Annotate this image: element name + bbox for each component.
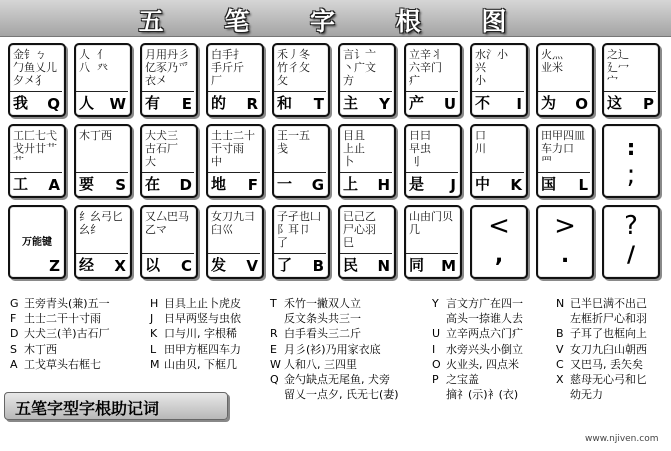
- mnemonic-column-2: [150, 296, 241, 372]
- key-radicals: 月用丹彡 亿豕乃爫 衣㐅: [145, 48, 189, 87]
- mnemonic-verses: [0, 288, 671, 451]
- key-e[interactable]: [140, 43, 198, 117]
- mnemonic-line: K 口与川, 字根稀: [150, 327, 237, 341]
- key-l[interactable]: [536, 124, 594, 198]
- key-radicals: 工匚七弋 戈廾廿艹 艹: [13, 129, 57, 168]
- key-letter: O: [575, 95, 588, 113]
- key-o[interactable]: [536, 43, 594, 117]
- key-radicals: 土士二十 干寸雨 中: [211, 129, 255, 168]
- site-watermark: www.njiven.com: [585, 434, 659, 444]
- key-radicals: 立辛丬 六辛门 疒: [409, 48, 442, 87]
- key-slash[interactable]: [602, 205, 660, 279]
- key-code: [472, 91, 524, 114]
- mnemonic-line: M 山由贝, 下框几: [150, 357, 237, 371]
- key-radicals: 口 川: [475, 129, 486, 155]
- key-radicals: 禾丿冬 竹彳攵 攵: [277, 48, 310, 87]
- key-char: 经: [79, 256, 95, 274]
- key-p[interactable]: [602, 43, 660, 117]
- chart-title: 五 笔 字 根 图: [138, 7, 533, 36]
- mnemonic-line: V 女刀九臼山朝西: [556, 342, 647, 356]
- key-radicals: 王一五 戋: [277, 129, 310, 155]
- key-code: [340, 253, 392, 276]
- key-char: 和: [277, 94, 293, 112]
- key-letter: N: [377, 257, 390, 275]
- key-code: [406, 172, 458, 195]
- key-code: [274, 91, 326, 114]
- key-z[interactable]: [8, 205, 66, 279]
- mnemonic-line: X 慈母无心弓和匕: [556, 373, 647, 387]
- title-bar: [0, 0, 671, 37]
- key-code: [142, 253, 194, 276]
- mnemonic-line: I 水旁兴头小倒立: [432, 342, 523, 356]
- key-radicals: 已己乙 尸心羽 巳: [343, 210, 376, 249]
- key-period[interactable]: [536, 205, 594, 279]
- mnemonic-line: J 日早两竖与虫依: [150, 312, 241, 326]
- mnemonic-line: S 木丁西: [10, 342, 57, 356]
- mnemonic-column-4: [432, 296, 523, 402]
- key-f[interactable]: [206, 124, 264, 198]
- wildcard-key-label: 万能键: [22, 237, 52, 248]
- key-letter: R: [246, 95, 258, 113]
- key-letter: Q: [47, 95, 60, 113]
- mnemonic-line: Y 言文方广在四一: [432, 297, 523, 310]
- key-radicals: 火灬 业米: [541, 48, 563, 74]
- key-char: 了: [277, 256, 293, 274]
- key-t[interactable]: [272, 43, 330, 117]
- key-char: 是: [409, 175, 425, 193]
- key-letter: Z: [49, 257, 60, 275]
- key-char: 国: [541, 175, 557, 193]
- mnemonic-line: 左框折尸心和羽: [570, 312, 647, 326]
- key-k[interactable]: [470, 124, 528, 198]
- key-char: 我: [13, 94, 29, 112]
- mnemonic-line: P 之宝盖: [432, 373, 479, 387]
- key-letter: H: [377, 176, 390, 194]
- mnemonic-title: 五笔字型字根助记词: [15, 399, 160, 418]
- key-code: [142, 91, 194, 114]
- mnemonic-line: C 又巴马, 丢矢矣: [556, 357, 643, 371]
- key-code: [406, 91, 458, 114]
- key-char: 为: [541, 94, 557, 112]
- key-y[interactable]: [338, 43, 396, 117]
- key-code: [142, 172, 194, 195]
- key-char: 一: [277, 175, 293, 193]
- key-char: 主: [343, 94, 359, 112]
- comma-symbol: ,: [494, 243, 504, 268]
- key-radicals: 田甲四皿 车力口 罒: [541, 129, 585, 168]
- key-letter: M: [441, 257, 456, 275]
- key-letter: U: [443, 95, 456, 113]
- key-b[interactable]: [272, 205, 330, 279]
- slash-symbol: /: [626, 243, 636, 268]
- key-code: [10, 254, 62, 276]
- key-code: [340, 172, 392, 195]
- mnemonic-line: U 立辛两点六门疒: [432, 327, 523, 341]
- semicolon-symbol: ;: [626, 160, 636, 190]
- key-char: 以: [145, 256, 161, 274]
- key-n[interactable]: [338, 205, 396, 279]
- key-letter: Y: [379, 95, 390, 113]
- key-letter: S: [115, 176, 126, 194]
- key-letter: E: [181, 95, 192, 113]
- key-char: 产: [409, 94, 425, 112]
- colon-symbol: :: [626, 136, 636, 161]
- key-radicals: 日曰 早虫 刂: [409, 129, 431, 168]
- mnemonic-line: 幼无力: [570, 388, 603, 402]
- mnemonic-line: 高头一捺谁人去: [446, 312, 523, 326]
- question-mark-symbol: ?: [624, 211, 638, 241]
- less-than-symbol: <: [488, 211, 510, 241]
- key-radicals: 人 亻 八 癶: [79, 48, 108, 74]
- key-code: [10, 172, 62, 195]
- key-char: 中: [475, 175, 491, 193]
- key-radicals: 白手扌 手斤斤 厂: [211, 48, 244, 87]
- key-letter: B: [312, 257, 324, 275]
- key-code: [208, 253, 260, 276]
- mnemonic-column-3: [270, 296, 399, 402]
- key-radicals: 女刀九彐 臼巛: [211, 210, 255, 236]
- period-symbol: .: [560, 243, 570, 268]
- key-letter: I: [516, 95, 522, 113]
- key-code: [76, 172, 128, 195]
- mnemonic-title-box: [4, 392, 228, 420]
- key-radicals: 大犬三 古石厂 大: [145, 129, 178, 168]
- mnemonic-line: 留乂一点夕, 氏无七(妻): [284, 388, 399, 402]
- key-semicolon[interactable]: [602, 124, 660, 198]
- key-code: [406, 253, 458, 276]
- key-char: 不: [475, 94, 491, 112]
- key-char: 这: [607, 94, 623, 112]
- mnemonic-line: R 白手看头三二斤: [270, 327, 361, 341]
- key-q[interactable]: [8, 43, 66, 117]
- key-m[interactable]: [404, 205, 462, 279]
- mnemonic-line: H 目具上止卜虎皮: [150, 297, 241, 310]
- mnemonic-line: G 王旁青头(兼)五一: [10, 297, 110, 310]
- key-char: 地: [211, 175, 227, 193]
- mnemonic-line: E 月彡(衫)乃用家衣底: [270, 342, 381, 356]
- key-code: [604, 91, 656, 114]
- mnemonic-line: D 大犬三(羊)古石厂: [10, 327, 110, 341]
- mnemonic-line: T 禾竹一撇双人立: [270, 297, 361, 310]
- key-letter: K: [510, 176, 522, 194]
- key-g[interactable]: [272, 124, 330, 198]
- key-comma[interactable]: [470, 205, 528, 279]
- key-h[interactable]: [338, 124, 396, 198]
- key-d[interactable]: [140, 124, 198, 198]
- key-j[interactable]: [404, 124, 462, 198]
- key-char: 要: [79, 175, 95, 193]
- key-code: [76, 253, 128, 276]
- key-a[interactable]: [8, 124, 66, 198]
- keyboard: [0, 38, 671, 283]
- key-char: 上: [343, 175, 359, 193]
- key-radicals: 言讠亠 丶广文 方: [343, 48, 376, 87]
- mnemonic-line: Q 金勺缺点无尾鱼, 犬旁: [270, 373, 390, 387]
- key-letter: J: [450, 176, 456, 194]
- key-code: [274, 253, 326, 276]
- mnemonic-line: W 人和八, 三四里: [270, 357, 357, 371]
- key-x[interactable]: [74, 205, 132, 279]
- key-letter: G: [311, 176, 324, 194]
- greater-than-symbol: >: [554, 211, 576, 241]
- key-u[interactable]: [404, 43, 462, 117]
- key-code: [76, 91, 128, 114]
- key-code: [208, 91, 260, 114]
- mnemonic-line: 摘礻(示)衤(衣): [446, 388, 519, 402]
- key-v[interactable]: [206, 205, 264, 279]
- mnemonic-column-5: [556, 296, 647, 402]
- key-char: 人: [79, 94, 95, 112]
- key-w[interactable]: [74, 43, 132, 117]
- key-c[interactable]: [140, 205, 198, 279]
- key-char: 民: [343, 256, 359, 274]
- key-char: 的: [211, 94, 227, 112]
- key-char: 发: [211, 256, 227, 274]
- key-code: [340, 91, 392, 114]
- key-letter: F: [247, 176, 258, 194]
- key-radicals: 子孑也凵 阝耳卩 了: [277, 210, 321, 249]
- mnemonic-line: F 土士二干十寸雨: [10, 312, 101, 326]
- key-radicals: 之辶 廴冖 宀: [607, 48, 629, 87]
- key-char: 有: [145, 94, 161, 112]
- mnemonic-line: L 田甲方框四车力: [150, 342, 241, 356]
- key-letter: T: [313, 95, 324, 113]
- key-radicals: 又厶巴马 乙マ: [145, 210, 189, 236]
- key-letter: W: [109, 95, 126, 113]
- mnemonic-line: A 工戈草头右框七: [10, 357, 101, 371]
- key-code: [538, 172, 590, 195]
- key-code: [472, 172, 524, 195]
- key-char: 同: [409, 256, 425, 274]
- key-char: 在: [145, 175, 161, 193]
- key-code: [208, 172, 260, 195]
- mnemonic-line: B 子耳了也框向上: [556, 327, 647, 341]
- key-i[interactable]: [470, 43, 528, 117]
- key-code: [538, 91, 590, 114]
- key-radicals: 木丁西: [79, 129, 112, 142]
- key-radicals: 金钅ㄅ 勹鱼乂儿 夕㐅犭: [13, 48, 57, 87]
- key-radicals: 水氵小 兴 小: [475, 48, 508, 87]
- key-radicals: 纟幺弓匕 幺纟: [79, 210, 123, 236]
- key-letter: A: [48, 176, 60, 194]
- key-r[interactable]: [206, 43, 264, 117]
- mnemonic-column-1: [10, 296, 110, 372]
- key-letter: C: [180, 257, 192, 275]
- key-radicals: 目且 上止 卜: [343, 129, 365, 168]
- mnemonic-line: 反文条头共三一: [284, 312, 361, 326]
- key-letter: D: [179, 176, 192, 194]
- key-radicals: 山由门贝 几: [409, 210, 453, 236]
- key-code: [274, 172, 326, 195]
- key-letter: P: [643, 95, 654, 113]
- key-char: 工: [13, 175, 29, 193]
- key-letter: V: [246, 257, 258, 275]
- mnemonic-line: O 火业头, 四点米: [432, 357, 519, 371]
- key-code: [10, 91, 62, 114]
- key-letter: X: [114, 257, 126, 275]
- mnemonic-line: N 已半巳满不出己: [556, 297, 647, 310]
- key-s[interactable]: [74, 124, 132, 198]
- key-letter: L: [578, 176, 588, 194]
